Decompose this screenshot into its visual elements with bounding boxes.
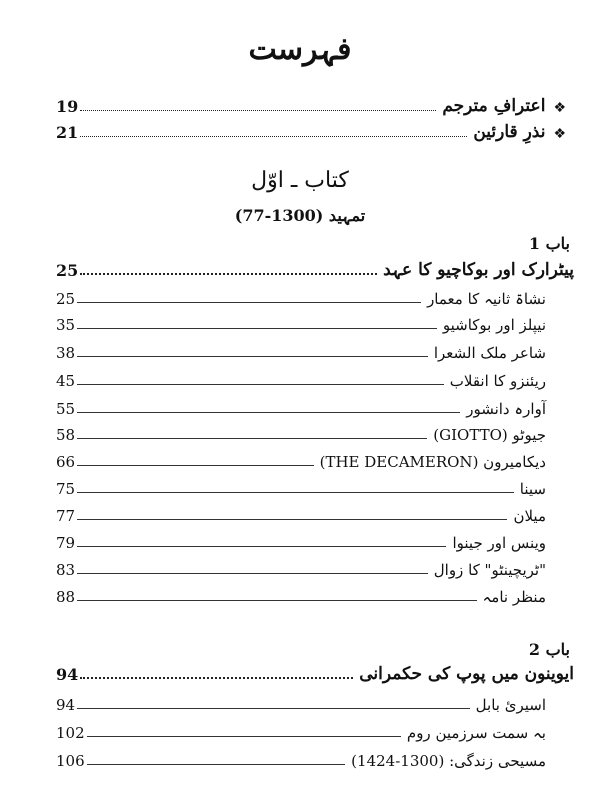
toc-item-page: 66 xyxy=(56,453,76,471)
toc-item[interactable] xyxy=(56,422,546,444)
toc-item-label: وینس اور جینوا xyxy=(452,534,546,552)
toc-item[interactable] xyxy=(56,476,546,498)
entry-page: 21 xyxy=(56,123,79,142)
leader-line xyxy=(77,327,437,329)
leader-dots xyxy=(80,109,436,111)
toc-item-label: منظر نامہ xyxy=(482,588,546,606)
diamond-bullet-icon: ❖ xyxy=(553,126,566,142)
toc-item[interactable] xyxy=(56,692,546,714)
toc-item-page: 75 xyxy=(56,480,76,498)
toc-item-label: بہ سمت سرزمین روم xyxy=(406,724,546,742)
leader-line xyxy=(77,301,421,303)
leader-dots xyxy=(80,135,467,137)
toc-item-label: سینا xyxy=(519,480,546,498)
toc-item[interactable] xyxy=(56,584,546,606)
toc-item-label: آوارہ دانشور xyxy=(466,400,546,418)
toc-item-label: ریئنزو کا انقلاب xyxy=(449,372,546,390)
front-matter-row[interactable] xyxy=(56,94,566,116)
toc-item-page: 38 xyxy=(56,344,76,362)
toc-item-page: 102 xyxy=(56,724,85,742)
toc-item-page: 35 xyxy=(56,316,76,334)
leader-line xyxy=(87,735,401,737)
chapter-label: باب 1 xyxy=(528,234,570,253)
leader-line xyxy=(77,491,514,493)
toc-item-label: دیکامیرون (THE DECAMERON) xyxy=(319,453,546,471)
leader-line xyxy=(77,518,507,520)
leader-line xyxy=(77,599,476,601)
toc-item-page: 79 xyxy=(56,534,76,552)
leader-line xyxy=(87,763,346,765)
chapter-heading-row[interactable] xyxy=(56,662,574,684)
leader-line xyxy=(77,464,313,466)
leader-line xyxy=(77,545,446,547)
toc-item-page: 55 xyxy=(56,400,76,418)
toc-item[interactable] xyxy=(56,286,546,308)
toc-item-page: 83 xyxy=(56,561,76,579)
toc-item[interactable] xyxy=(56,530,546,552)
entry-page: 19 xyxy=(56,97,79,116)
chapter-heading-row[interactable] xyxy=(56,258,574,280)
toc-item-page: 25 xyxy=(56,290,76,308)
toc-item[interactable] xyxy=(56,503,546,525)
leader-dots xyxy=(80,676,353,679)
toc-item[interactable] xyxy=(56,449,546,471)
leader-line xyxy=(77,707,470,709)
toc-item-label: نشاۃ ثانیہ کا معمار xyxy=(427,290,546,308)
toc-item-label: اسیرئ بابل xyxy=(475,696,546,714)
toc-item[interactable] xyxy=(56,557,546,579)
toc-item[interactable] xyxy=(56,396,546,418)
leader-dots xyxy=(80,272,377,275)
leader-line xyxy=(77,411,460,413)
toc-item-label: شاعر ملک الشعرا xyxy=(433,344,546,362)
front-matter-row[interactable] xyxy=(56,120,566,142)
diamond-bullet-icon: ❖ xyxy=(553,100,566,116)
toc-item[interactable] xyxy=(56,748,546,770)
toc-item-page: 58 xyxy=(56,426,76,444)
chapter-heading-page: 94 xyxy=(56,665,79,684)
toc-item-page: 94 xyxy=(56,696,76,714)
toc-item-label: "ٹریچینٹو" کا زوال xyxy=(433,561,546,579)
toc-item[interactable] xyxy=(56,340,546,362)
chapter-heading: پیٹرارک اور بوکاچیو کا عہد xyxy=(383,260,574,280)
toc-item[interactable] xyxy=(56,368,546,390)
entry-label: نذرِ قارئین xyxy=(473,122,546,142)
leader-line xyxy=(77,437,427,439)
page-title: فہرست xyxy=(248,32,352,67)
chapter-label: باب 2 xyxy=(528,640,570,659)
toc-item[interactable] xyxy=(56,720,546,742)
entry-label: اعترافِ مترجم xyxy=(442,96,546,116)
chapter-heading: ایوینون میں پوپ کی حکمرانی xyxy=(359,664,574,684)
leader-line xyxy=(77,383,444,385)
chapter-heading-page: 25 xyxy=(56,261,79,280)
toc-item-page: 106 xyxy=(56,752,85,770)
book-title: کتاب ـ اوّل xyxy=(251,168,349,193)
toc-item-label: نیپلز اور بوکاشیو xyxy=(442,316,546,334)
toc-item-page: 88 xyxy=(56,588,76,606)
book-subtitle: تمہید (1300-77) xyxy=(234,206,366,225)
leader-line xyxy=(77,572,428,574)
toc-item[interactable] xyxy=(56,312,546,334)
leader-line xyxy=(77,355,428,357)
toc-item-page: 45 xyxy=(56,372,76,390)
toc-item-label: جیوٹو (GIOTTO) xyxy=(433,426,546,444)
toc-item-page: 77 xyxy=(56,507,76,525)
toc-item-label: مسیحی زندگی: (1300-1424) xyxy=(351,752,546,770)
toc-item-label: میلان xyxy=(513,507,546,525)
